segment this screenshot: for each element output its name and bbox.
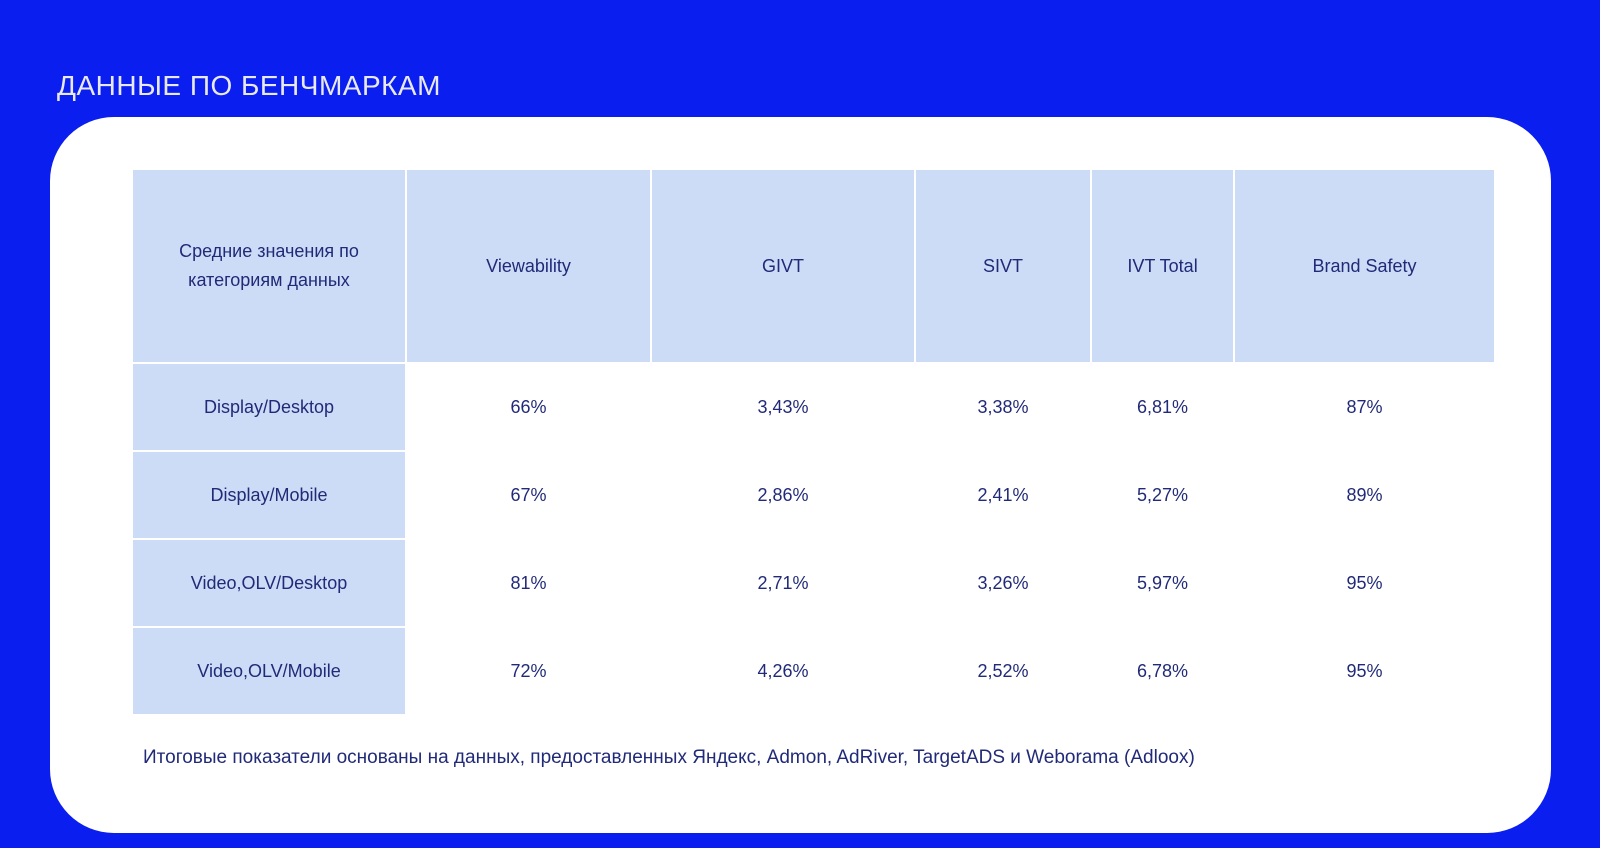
cell-value: 81%	[407, 540, 650, 626]
row-label-display-desktop: Display/Desktop	[133, 364, 405, 450]
cell-value: 2,52%	[916, 628, 1090, 714]
table-row	[133, 364, 1494, 450]
table-row	[133, 628, 1494, 714]
cell-value: 67%	[407, 452, 650, 538]
column-header-brand-safety: Brand Safety	[1235, 170, 1494, 362]
cell-value: 95%	[1235, 540, 1494, 626]
row-label-video-olv-desktop: Video,OLV/Desktop	[133, 540, 405, 626]
column-header-sivt: SIVT	[916, 170, 1090, 362]
cell-value: 3,43%	[652, 364, 914, 450]
column-header-ivt-total: IVT Total	[1092, 170, 1233, 362]
table-header-row	[133, 170, 1494, 362]
cell-value: 72%	[407, 628, 650, 714]
cell-value: 3,26%	[916, 540, 1090, 626]
page-title: ДАННЫЕ ПО БЕНЧМАРКАМ	[57, 70, 441, 101]
benchmark-table	[131, 168, 1496, 716]
column-header-categories: Средние значения по категориям данных	[133, 170, 405, 362]
cell-value: 87%	[1235, 364, 1494, 450]
cell-value: 6,81%	[1092, 364, 1233, 450]
cell-value: 4,26%	[652, 628, 914, 714]
column-header-givt: GIVT	[652, 170, 914, 362]
row-label-video-olv-mobile: Video,OLV/Mobile	[133, 628, 405, 714]
cell-value: 5,97%	[1092, 540, 1233, 626]
cell-value: 2,71%	[652, 540, 914, 626]
cell-value: 3,38%	[916, 364, 1090, 450]
cell-value: 89%	[1235, 452, 1494, 538]
cell-value: 5,27%	[1092, 452, 1233, 538]
table-row	[133, 452, 1494, 538]
cell-value: 2,41%	[916, 452, 1090, 538]
column-header-viewability: Viewability	[407, 170, 650, 362]
table-row	[133, 540, 1494, 626]
row-label-display-mobile: Display/Mobile	[133, 452, 405, 538]
content-card	[50, 117, 1551, 833]
cell-value: 66%	[407, 364, 650, 450]
cell-value: 6,78%	[1092, 628, 1233, 714]
cell-value: 95%	[1235, 628, 1494, 714]
cell-value: 2,86%	[652, 452, 914, 538]
footnote: Итоговые показатели основаны на данных, предоставленных Яндекс, Admon, AdRiver, TargetADS и Weborama (Adloox)	[143, 747, 1195, 768]
